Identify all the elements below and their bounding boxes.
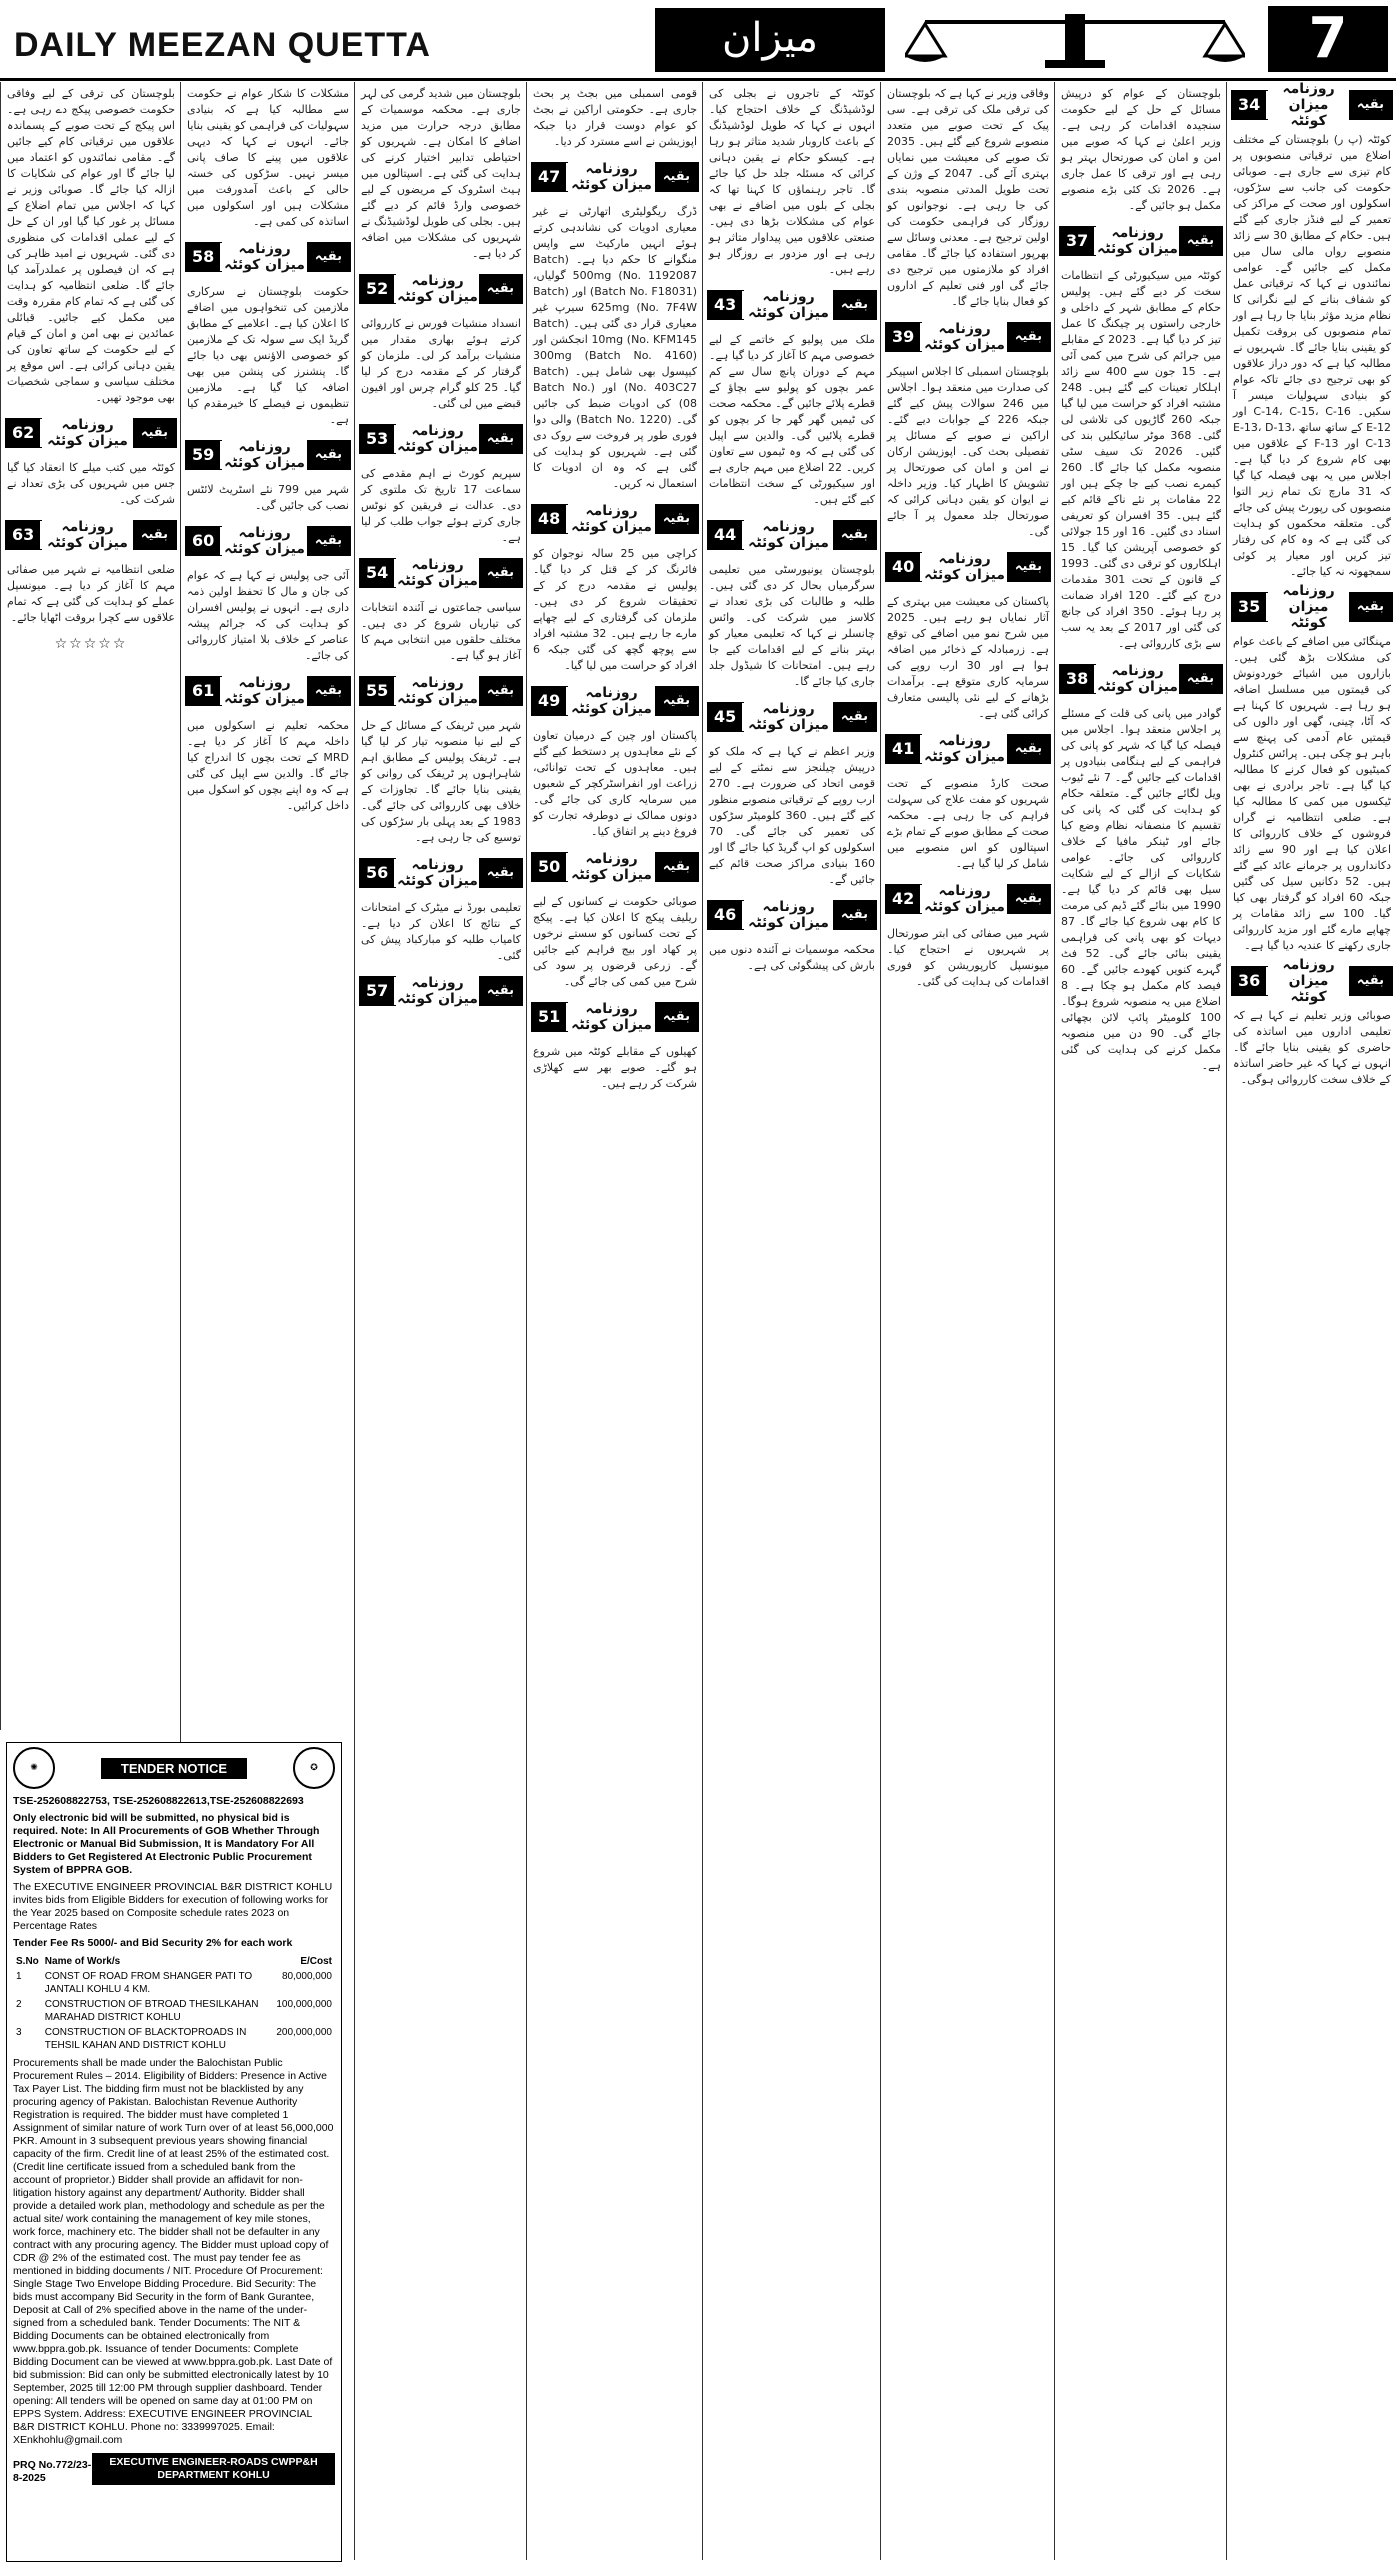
paper-label: روزنامہ میزان کوئٹہ (224, 439, 305, 471)
continuation-header (359, 976, 523, 1006)
prq-number: PRQ No.772/23-8-2025 (13, 2459, 92, 2484)
continuation-label: بقیہ (655, 687, 698, 715)
article-text: انسداد منشیات فورس نے کارروائی کرتے ہوئے بھاری مقدار میں منشیات برآمد کر لی۔ ملزمان کو گرفتار کر کے مقدمہ درج کر لیا گیا۔ 25 کلو گرام چرس اور افیون قبضے میں لی گئی۔ (361, 317, 521, 410)
continuation-number: 44 (708, 521, 744, 549)
continuation-label: بقیہ (833, 901, 876, 929)
continuation-header (185, 526, 351, 556)
continuation-header (359, 676, 523, 706)
paper-label: روزنامہ میزان کوئٹہ (42, 417, 133, 449)
continuation-number: 46 (708, 901, 744, 929)
masthead (0, 0, 1396, 81)
continuation-header (1231, 583, 1393, 631)
continuation-number: 35 (1232, 593, 1268, 621)
continuation-label: بقیہ (1007, 323, 1050, 351)
continuation-number: 54 (360, 559, 396, 587)
continuation-header (531, 1002, 699, 1032)
continuation-label: بقیہ (833, 703, 876, 731)
continuation-label: بقیہ (479, 677, 522, 705)
continuation-header (531, 162, 699, 192)
table-cell: 80,000,000 (281, 1971, 332, 1982)
continuation-label: بقیہ (1349, 967, 1392, 995)
continuation-number: 55 (360, 677, 396, 705)
article-text: قومی اسمبلی میں بجٹ پر بحث جاری ہے۔ حکومتی اراکین نے بجٹ کو عوام دوست قرار دیا جبکہ اپوزیشن نے اسے مسترد کر دیا۔ (533, 87, 697, 148)
continuation-number: 40 (886, 553, 922, 581)
continuation-header (707, 290, 877, 320)
article-text: سپریم کورٹ نے اہم مقدمے کی سماعت 17 تاریخ تک ملتوی کر دی۔ عدالت نے فریقین کو نوٹس جاری کرتے ہوئے جواب طلب کر لیا ہے۔ (361, 467, 522, 544)
article-text: کوئٹہ (پ ر) بلوچستان کے مختلف اضلاع میں ترقیاتی منصوبوں پر کام تیزی سے جاری ہے۔ صوبائی حکومت کی جانب سے سڑکوں، اسکولوں اور صحت کے مراکز کی تعمیر کے لیے فنڈز جاری کیے گئے ہیں۔ حکام کے مطابق 30 سے زائد منصوبے رواں مالی سال میں مکمل کیے جائیں گے۔ عوامی نمائندوں نے کہا کہ ترقیاتی عمل کو شفاف بنانے کے لیے نگرانی کا نظام مزید مؤثر بنایا جا رہا ہے اور تمام منصوبوں کی بروقت تکمیل کو یقینی بنایا جائے گا۔ شہریوں نے مطالبہ کیا ہے کہ دور دراز علاقوں کو بھی ترجیح دی جائے تاکہ عوام کو بنیادی سہولیات میسر آ سکیں۔ C-14، C-15، C-16 اور E-12 کے ساتھ ساتھ E-13، D-13، C-13 اور F-13 کے علاقوں میں بھی کام شروع کر دیا گیا ہے۔ اجلاس میں یہ بھی فیصلہ کیا گیا کہ 31 مارچ تک تمام زیر التوا منصوبوں کی رپورٹ پیش کی جائے گی۔ متعلقہ محکموں کو ہدایت کی گئی ہے کہ وہ کام کی رفتار تیز کریں اور معیار پر کوئی سمجھوتہ نہ کیا جائے۔ (1233, 133, 1392, 578)
continuation-label: بقیہ (1007, 553, 1050, 581)
continuation-label: بقیہ (307, 243, 350, 271)
paper-label: روزنامہ میزان کوئٹہ (744, 289, 833, 321)
paper-label: روزنامہ میزان کوئٹہ (924, 321, 1005, 353)
continuation-number: 34 (1232, 91, 1268, 119)
table-cell: CONSTRUCTION OF BTROAD THESILKAHAN MARAHAD DISTRICT KOHLU (44, 1999, 259, 2023)
continuation-number: 47 (532, 163, 568, 191)
scales-of-justice-icon (905, 10, 1245, 70)
continuation-header (531, 504, 699, 534)
tender-title: TENDER NOTICE (101, 1758, 247, 1779)
continuation-label: بقیہ (1179, 227, 1222, 255)
continuation-header (1231, 82, 1393, 129)
paper-label: روزنامہ میزان کوئٹہ (42, 519, 133, 551)
continuation-number: 62 (6, 419, 42, 447)
article-text: مشکلات کا شکار عوام نے حکومت سے مطالبہ کیا ہے کہ بنیادی سہولیات کی فراہمی کو یقینی بنایا جائے۔ انہوں نے کہا کہ دیہی علاقوں میں پینے کا صاف پانی میسر نہیں۔ سڑکوں کی خستہ حالی کے باعث آمدورفت میں مشکلات ہیں اور اسکولوں میں اساتذہ کی کمی ہے۔ (187, 87, 349, 228)
continuation-number: 43 (708, 291, 744, 319)
continuation-label: بقیہ (655, 1003, 698, 1031)
continuation-label: بقیہ (133, 521, 176, 549)
tender-ids: TSE-252608822753, TSE-252608822613,TSE-252608822693 (13, 1795, 304, 1807)
tender-works-table (13, 1954, 335, 2053)
table-cell: CONST OF ROAD FROM SHANGER PATI TO JANTALI KOHLU 4 KM. (44, 1971, 253, 1995)
continuation-header (885, 884, 1051, 914)
continuation-header (359, 558, 523, 588)
continuation-header (707, 702, 877, 732)
article-text: کوئٹہ کے تاجروں نے بجلی کی لوڈشیڈنگ کے خلاف احتجاج کیا۔ انہوں نے کہا کہ طویل لوڈشیڈنگ کے باعث کاروبار شدید متاثر ہو رہا ہے۔ کیسکو حکام نے یقین دہانی کرائی کہ مسئلہ جلد حل کیا جائے گا۔ تاجر رہنماؤں کا کہنا تھا کہ بجلی کے بلوں میں اضافے نے بھی عوام کی مشکلات بڑھا دی ہیں۔ صنعتی علاقوں میں پیداوار متاثر ہو رہی ہے اور مزدور بے روزگار ہو رہے ہیں۔ (709, 87, 875, 276)
paper-label: روزنامہ میزان کوئٹہ (397, 423, 478, 455)
continuation-label: بقیہ (655, 505, 698, 533)
continuation-header (531, 852, 699, 882)
continuation-label: بقیہ (655, 853, 698, 881)
table-cell: 2 (16, 1999, 22, 2010)
article-text: مہنگائی میں اضافے کے باعث عوام کی مشکلات بڑھ گئی ہیں۔ بازاروں میں اشیائے خوردونوش کی قیمتوں میں مسلسل اضافہ ہو رہا ہے۔ شہریوں کا کہنا ہے کہ آٹا، چینی، گھی اور دالوں کی قیمتیں عام آدمی کی پہنچ سے باہر ہو چکی ہیں۔ پرائس کنٹرول کمیٹیوں کو فعال کرنے کا مطالبہ کیا گیا ہے۔ تاجر برادری نے بھی ٹیکسوں میں کمی کا مطالبہ کیا ہے۔ ضلعی انتظامیہ نے گراں فروشوں کے خلاف کارروائی کا اعلان کیا ہے اور 90 سے زائد دکانداروں پر جرمانے عائد کیے گئے ہیں۔ 52 دکانیں سیل کی گئیں جبکہ 60 افراد کو گرفتار بھی کیا گیا۔ 100 سے زائد مقامات پر چھاپے مارے گئے اور مزید کارروائی جاری رکھنے کا عندیہ دیا گیا ہے۔ (1233, 635, 1392, 952)
continuation-header (1231, 957, 1393, 1005)
continuation-number: 53 (360, 425, 396, 453)
paper-label: روزنامہ میزان کوئٹہ (224, 241, 305, 273)
article-text: کھیلوں کے مقابلے کوئٹہ میں شروع ہو گئے۔ صوبے بھر سے کھلاڑی شرکت کر رہے ہیں۔ (533, 1045, 697, 1090)
paper-label: روزنامہ میزان کوئٹہ (397, 273, 478, 305)
article-text: کوئٹہ میں سیکیورٹی کے انتظامات سخت کر دیے گئے ہیں۔ پولیس حکام کے مطابق شہر کے داخلی و خارجی راستوں پر چیکنگ کا عمل تیز کر دیا گیا ہے۔ 2023 کے مقابلے میں جرائم کی شرح میں کمی آئی ہے۔ 15 جون سے 400 سے زائد اہلکار تعینات کیے گئے ہیں۔ 248 مشتبہ افراد کو حراست میں لیا گیا جبکہ 260 گاڑیوں کی تلاشی لی گئی۔ 368 موٹر سائیکلیں بند کی گئیں۔ 2026 تک سیف سٹی منصوبہ مکمل کیا جائے گا۔ 260 کیمرے نصب کیے جا چکے ہیں اور 22 مقامات پر نئے ناکے قائم کیے گئے ہیں۔ 35 افسران کو تعریفی اسناد دی گئیں۔ 16 اور 15 جولائی کو خصوصی آپریشن کیا گیا۔ 15 اہلکاروں کو ترقی دی گئی۔ 1993 کے قانون کے تحت 301 مقدمات درج کیے گئے۔ 120 افراد ضمانت پر رہا ہوئے۔ 350 افراد کی جانچ کی گئی اور 2017 کے بعد یہ سب سے بڑی کارروائی ہے۔ (1061, 269, 1222, 650)
tender-notice (6, 1742, 342, 2562)
column-5 (526, 82, 703, 2560)
continuation-number: 61 (186, 677, 222, 705)
article-text: محکمہ موسمیات نے آئندہ دنوں میں بارش کی پیشگوئی کی ہے۔ (709, 943, 875, 972)
paper-label: روزنامہ میزان کوئٹہ (744, 701, 833, 733)
continuation-header (359, 858, 523, 888)
continuation-number: 45 (708, 703, 744, 731)
article-text: ملک میں پولیو کے خاتمے کے لیے خصوصی مہم کا آغاز کر دیا گیا ہے۔ مہم کے دوران پانچ سال سے کم عمر بچوں کو پولیو سے بچاؤ کے قطرے پلائے جائیں گے۔ محکمہ صحت کی ٹیمیں گھر گھر جا کر بچوں کو قطرے پلائیں گی۔ والدین سے اپیل کی گئی ہے کہ وہ ٹیموں سے تعاون کریں۔ 22 اضلاع میں مہم جاری ہے اور سیکیورٹی کے سخت انتظامات کیے گئے ہیں۔ (709, 333, 876, 506)
department-emblem-icon: ✪ (293, 1747, 335, 1789)
tender-header (7, 1743, 341, 1793)
paper-label: روزنامہ میزان کوئٹہ (744, 519, 833, 551)
article-text: بلوچستان کی ترقی کے لیے وفاقی حکومت خصوصی پیکج دے رہی ہے۔ اس پیکج کے تحت صوبے کے پسماندہ علاقوں میں ترقیاتی کام کیے جائیں گے۔ مقامی نمائندوں کو اعتماد میں لیا جائے گا اور عوام کی شکایات کا ازالہ کیا جائے گا۔ صوبائی وزیر نے کہا کہ اجلاس میں تمام اضلاع کے مسائل پر غور کیا گیا اور ان کے حل کے لیے عملی اقدامات کی منظوری دی گئی۔ شہریوں نے امید ظاہر کی ہے کہ ان فیصلوں پر عملدرآمد کیا جائے گا۔ ضلعی انتظامیہ کو ہدایت کی گئی ہے کہ تمام کام مقررہ وقت میں مکمل کیے جائیں۔ قبائلی عمائدین نے بھی امن و امان کے قیام کے لیے حکومت کے ساتھ تعاون کی یقین دہانی کرائی ہے۔ اس موقع پر مختلف سیاسی و سماجی شخصیات بھی موجود تھیں۔ (7, 87, 175, 404)
table-row (13, 2025, 335, 2053)
tender-intro-bold: Only electronic bid will be submitted, no physical bid is required. Note: In All Procurements of GOB Whether Through Electronic or Manual Bid Submission, It is Mandatory For All Bidders to Get Registered At Electronic Public Procurement System of BPPRA GOB. (13, 1812, 320, 1876)
table-header: Name of Work/s (44, 1956, 121, 1967)
article-text: بلوچستان کے عوام کو درپیش مسائل کے حل کے لیے حکومت سنجیدہ اقدامات کر رہی ہے۔ وزیر اعلیٰ نے کہا کہ صوبے میں امن و امان کی صورتحال بہتر ہو رہی ہے اور ترقی کا عمل جاری ہے۔ 2026 تک کئی بڑے منصوبے مکمل ہو جائیں گے۔ (1061, 87, 1221, 212)
column-3 (880, 82, 1055, 2560)
continuation-number: 63 (6, 521, 42, 549)
continuation-label: بقیہ (1179, 665, 1222, 693)
continuation-header (1059, 664, 1223, 694)
continuation-label: بقیہ (307, 527, 350, 555)
government-emblem-icon: ✺ (13, 1747, 55, 1789)
paper-label: روزنامہ میزان کوئٹہ (1097, 225, 1178, 257)
continuation-header (359, 274, 523, 304)
continuation-number: 52 (360, 275, 396, 303)
article-text: محکمہ تعلیم نے اسکولوں میں داخلہ مہم کا آغاز کر دیا ہے۔ MRD کے تحت بچوں کا اندراج کیا جائے گا۔ والدین سے اپیل کی گئی ہے کہ وہ اپنے بچوں کو اسکول میں داخل کرائیں۔ (187, 719, 349, 812)
continuation-number: 58 (186, 243, 222, 271)
continuation-header (1059, 226, 1223, 256)
article-text: حکومت بلوچستان نے سرکاری ملازمین کی تنخواہوں میں اضافے کا اعلان کیا ہے۔ اعلامیے کے مطابق گریڈ ایک سے سولہ تک کے ملازمین کو خصوصی الاؤنس بھی دیا جائے گا۔ پنشنرز کی پنشن میں بھی اضافہ کیا گیا ہے۔ ملازمین تنظیموں نے فیصلے کا خیرمقدم کیا ہے۔ (187, 285, 349, 426)
article-text: ڈرگ ریگولیٹری اتھارٹی نے غیر معیاری ادویات کی نشاندہی کرتے ہوئے انہیں مارکیٹ سے واپس منگوانے کا حکم دیا ہے۔ (Batch No. 1192087) 500mg گولیاں، (Batch No. F18031) اور (Batch No. 7F4W) 625mg سیرپ غیر معیاری قرار دی گئی ہیں۔ (Batch No. KFM145) 10mg انجکشن اور (Batch No. 4160) 300mg کیپسول بھی شامل ہیں۔ (Batch No. 403C27) اور (Batch No. 08) کی ادویات ضبط کی جائیں گی۔ (Batch No. 1220) والی دوا فوری طور پر فروخت سے روک دی گئی ہے۔ شہریوں کو ہدایت کی گئی ہے کہ وہ ان ادویات کا استعمال نہ کریں۔ (533, 205, 697, 490)
continuation-number: 41 (886, 735, 922, 763)
continuation-header (5, 418, 177, 448)
table-cell: 100,000,000 (276, 1999, 332, 2010)
continuation-number: 57 (360, 977, 396, 1005)
table-cell: 1 (16, 1971, 22, 1982)
continuation-header (885, 734, 1051, 764)
article-text: صوبائی وزیر تعلیم نے کہا ہے کہ تعلیمی اداروں میں اساتذہ کی حاضری کو یقینی بنایا جائے گا۔ انہوں نے کہا کہ غیر حاضر اساتذہ کے خلاف سخت کارروائی ہوگی۔ (1233, 1009, 1391, 1086)
article-text: وفاقی وزیر نے کہا ہے کہ بلوچستان کی ترقی ملک کی ترقی ہے۔ سی پیک کے تحت صوبے میں متعدد منصوبے شروع کیے گئے ہیں۔ 2035 تک صوبے کی معیشت میں نمایاں بہتری آئے گی۔ 2047 کے وژن کے تحت طویل المدتی منصوبہ بندی کی جا رہی ہے۔ نوجوانوں کو روزگار کی فراہمی حکومت کی اولین ترجیح ہے۔ معدنی وسائل سے بھرپور استفادہ کیا جائے گا۔ مقامی افراد کو ملازمتوں میں ترجیح دی جائے گی اور فنی تعلیم کے اداروں کو فعال بنایا جائے گا۔ (887, 87, 1049, 308)
article-text: تعلیمی بورڈ نے میٹرک کے امتحانات کے نتائج کا اعلان کر دیا ہے۔ کامیاب طلبہ کو مبارکباد پیش کی گئی۔ (361, 901, 521, 962)
continuation-header (185, 440, 351, 470)
paper-label: روزنامہ میزان کوئٹہ (397, 975, 478, 1007)
paper-label: روزنامہ میزان کوئٹہ (568, 685, 655, 717)
paper-label: روزنامہ میزان کوئٹہ (397, 557, 478, 589)
newspaper-title: DAILY MEEZAN QUETTA (14, 26, 431, 64)
urdu-logo: میزان (655, 8, 885, 72)
paper-label: روزنامہ میزان کوئٹہ (224, 675, 305, 707)
article-text: پاکستان اور چین کے درمیان تعاون کے نئے معاہدوں پر دستخط کیے گئے ہیں۔ معاہدوں کے تحت توانائی، زراعت اور انفراسٹرکچر کے شعبوں میں سرمایہ کاری کی جائے گی۔ دونوں ممالک نے دوطرفہ تجارت کو فروغ دینے پر اتفاق کیا۔ (533, 729, 697, 838)
continuation-label: بقیہ (307, 441, 350, 469)
continuation-header (185, 676, 351, 706)
continuation-number: 60 (186, 527, 222, 555)
article-text: شہر میں 799 نئے اسٹریٹ لائٹس نصب کی جائیں گی۔ (187, 483, 349, 512)
continuation-header (359, 424, 523, 454)
continuation-header (5, 520, 177, 550)
paper-label: روزنامہ میزان کوئٹہ (1268, 583, 1349, 631)
paper-label: روزنامہ میزان کوئٹہ (744, 899, 833, 931)
tender-intro: The EXECUTIVE ENGINEER PROVINCIAL B&R DISTRICT KOHLU invites bids from Eligible Bidders for execution of following works for the Year 2025 based on Composite schedule rates 2023 on Percentage Rates (13, 1881, 333, 1932)
paper-label: روزنامہ میزان کوئٹہ (568, 161, 655, 193)
paper-label: روزنامہ میزان کوئٹہ (924, 883, 1005, 915)
table-header: S.No (16, 1956, 39, 1967)
stars-divider: ☆☆☆☆☆ (54, 636, 128, 652)
table-cell: 200,000,000 (276, 2027, 332, 2038)
article-text: شہر میں ٹریفک کے مسائل کے حل کے لیے نیا منصوبہ تیار کر لیا گیا ہے۔ ٹریفک پولیس کے مطابق اہم شاہراہوں پر ٹریفک کی روانی کو یقینی بنایا جائے گا۔ تجاوزات کے خلاف بھی کارروائی کی جائے گی۔ 1983 کے بعد پہلی بار سڑکوں کی توسیع کی جا رہی ہے۔ (361, 719, 521, 844)
continuation-number: 38 (1060, 665, 1096, 693)
continuation-header (707, 520, 877, 550)
continuation-header (531, 686, 699, 716)
column-8 (0, 82, 181, 1730)
continuation-number: 37 (1060, 227, 1096, 255)
table-cell: CONSTRUCTION OF BLACKTOPROADS IN TEHSIL KAHAN AND DISTRICT KOHLU (44, 2027, 247, 2051)
continuation-label: بقیہ (479, 275, 522, 303)
article-text: گوادر میں پانی کی قلت کے مسئلے پر اجلاس منعقد ہوا۔ اجلاس میں فیصلہ کیا گیا کہ شہر کو پانی کی فراہمی کے لیے ہنگامی بنیادوں پر اقدامات کیے جائیں گے۔ 7 نئے ٹیوب ویل لگائے جائیں گے۔ متعلقہ حکام کو ہدایت کی گئی کہ پانی کی تقسیم کا منصفانہ نظام وضع کیا جائے اور ٹینکر مافیا کے خلاف کارروائی کی جائے۔ عوامی شکایات کے ازالے کے لیے شکایت سیل بھی قائم کر دیا گیا ہے۔ 1990 میں بنائے گئے ڈیم کی مرمت کا کام بھی شروع کیا جائے گا۔ 87 دیہات کو بھی پانی کی فراہمی یقینی بنائی جائے گی۔ 52 فٹ گہرے کنویں کھودے جائیں گے۔ 60 فیصد کام مکمل ہو چکا ہے۔ 8 اضلاع میں یہ منصوبہ شروع ہوگا۔ 100 کلومیٹر پائپ لائن بچھائی جائے گی۔ 90 دن میں منصوبہ مکمل کرنے کی ہدایت کی گئی ہے۔ (1061, 707, 1221, 1072)
article-text: وزیر اعظم نے کہا ہے کہ ملک کو درپیش چیلنجز سے نمٹنے کے لیے قومی اتحاد کی ضرورت ہے۔ 270 ارب روپے کے ترقیاتی منصوبے منظور کیے گئے ہیں۔ 360 کلومیٹر سڑکوں کی تعمیر کی جائے گی۔ 70 اسکولوں کو اپ گریڈ کیا جائے گا اور 160 بنیادی مراکز صحت قائم کیے جائیں گے۔ (709, 745, 875, 886)
column-2 (1054, 82, 1227, 2560)
continuation-label: بقیہ (833, 291, 876, 319)
article-text: بلوچستان اسمبلی کا اجلاس اسپیکر کی صدارت میں منعقد ہوا۔ اجلاس میں 246 سوالات پیش کیے گئے جبکہ 226 کے جوابات دیے گئے۔ اراکین نے صوبے کے مسائل پر تفصیلی بحث کی۔ اپوزیشن ارکان نے امن و امان کی صورتحال پر تشویش کا اظہار کیا۔ وزیر داخلہ نے ایوان کو یقین دہانی کرائی کہ صورتحال جلد معمول پر آ جائے گی۔ (887, 365, 1049, 538)
continuation-number: 48 (532, 505, 568, 533)
article-text: پاکستان کی معیشت میں بہتری کے آثار نمایاں ہو رہے ہیں۔ 2025 میں شرح نمو میں اضافے کی توقع ہے۔ زرمبادلہ کے ذخائر میں اضافہ ہوا ہے اور 30 ارب روپے کی سرمایہ کاری متوقع ہے۔ برآمدات بڑھانے کے لیے نئی پالیسی متعارف کرائی گئی ہے۔ (887, 595, 1049, 720)
article-text: کراچی میں 25 سالہ نوجوان کو فائرنگ کر کے قتل کر دیا گیا۔ پولیس نے مقدمہ درج کر کے تحقیقات شروع کر دی ہیں۔ ملزمان کی گرفتاری کے لیے چھاپے مارے جا رہے ہیں۔ 32 مشتبہ افراد سے پوچھ گچھ کی گئی جبکہ 6 افراد کو حراست میں لیا گیا۔ (533, 547, 697, 672)
continuation-number: 49 (532, 687, 568, 715)
continuation-header (885, 322, 1051, 352)
article-text: صوبائی حکومت نے کسانوں کے لیے ریلیف پیکج کا اعلان کیا ہے۔ پیکج کے تحت کسانوں کو سستے نرخوں پر کھاد اور بیج فراہم کیے جائیں گے۔ زرعی قرضوں پر سود کی شرح میں کمی کی جائے گی۔ (533, 895, 697, 988)
paper-label: روزنامہ میزان کوئٹہ (568, 1001, 655, 1033)
article-text: صحت کارڈ منصوبے کے تحت شہریوں کو مفت علاج کی سہولت فراہم کی جا رہی ہے۔ محکمہ صحت کے مطابق صوبے کے تمام بڑے اسپتالوں کو اس منصوبے میں شامل کر لیا گیا ہے۔ (887, 777, 1049, 870)
article-text: آئی جی پولیس نے کہا ہے کہ عوام کی جان و مال کا تحفظ اولین ذمہ داری ہے۔ انہوں نے پولیس افسران کو ہدایت کی کہ جرائم پیشہ عناصر کے خلاف بلا امتیاز کارروائی کی جائے۔ (187, 569, 349, 662)
paper-label: روزنامہ میزان کوئٹہ (397, 857, 478, 889)
continuation-label: بقیہ (479, 559, 522, 587)
continuation-header (885, 552, 1051, 582)
paper-label: روزنامہ میزان کوئٹہ (1268, 957, 1349, 1005)
column-1 (1226, 82, 1396, 2560)
article-text: کوئٹہ میں کتب میلے کا انعقاد کیا گیا جس میں شہریوں کی بڑی تعداد نے شرکت کی۔ (7, 461, 175, 506)
continuation-label: بقیہ (479, 977, 522, 1005)
continuation-number: 59 (186, 441, 222, 469)
article-text: ضلعی انتظامیہ نے شہر میں صفائی مہم کا آغاز کر دیا ہے۔ میونسپل عملے کو ہدایت کی گئی ہے کہ تمام علاقوں سے کچرا بروقت اٹھایا جائے۔ (7, 563, 175, 624)
table-row (13, 1997, 335, 2025)
paper-label: روزنامہ میزان کوئٹہ (1097, 663, 1178, 695)
paper-label: روزنامہ میزان کوئٹہ (568, 851, 655, 883)
paper-label: روزنامہ میزان کوئٹہ (568, 503, 655, 535)
column-4 (702, 82, 881, 2560)
paper-label: روزنامہ میزان کوئٹہ (397, 675, 478, 707)
continuation-label: بقیہ (1007, 735, 1050, 763)
continuation-number: 51 (532, 1003, 568, 1031)
article-text: بلوچستان میں شدید گرمی کی لہر جاری ہے۔ محکمہ موسمیات کے مطابق درجہ حرارت میں مزید اضافے کا امکان ہے۔ شہریوں کو احتیاطی تدابیر اختیار کرنے کی ہدایت کی گئی ہے۔ اسپتالوں میں ہیٹ اسٹروک کے مریضوں کے لیے خصوصی وارڈ قائم کر دیے گئے ہیں۔ بجلی کی طویل لوڈشیڈنگ نے شہریوں کی مشکلات میں اضافہ کر دیا ہے۔ (361, 87, 521, 260)
continuation-label: بقیہ (479, 425, 522, 453)
paper-label: روزنامہ میزان کوئٹہ (924, 733, 1005, 765)
column-6 (354, 82, 527, 2560)
tender-body: Procurements shall be made under the Balochistan Public Procurement Rules – 2014. Eligibility of Bidders: Presence in Active Tax Payer List. The bidding firm must not be blacklisted by any procuring agency of Pakistan. Balochistan Revenue Authority Registration is required. The bidder must have completed 1 Assignment of similar nature of work Turn over of at least 56,000,000 PKR. Amount in 3 subsequent previous years showing financial capacity of the firm. Credit line of at least 25% of the estimated cost. (Credit line certificate issued from a scheduled bank from the account of proprietor.) Bidder shall provide an affidavit for non-litigation history against any department/ Authority. Bidder shall provide a detailed work plan, methodology and schedule as per the actual site/ work containing the management of key mile stones, work force, machinery etc. The bidder shall not be defaulter in any contract with any procuring agency. The Bidder must upload copy of CDR @ 2% of the estimated cost. The must pay tender fee as mentioned in bidding documents / NIT. Procedure Of Procurement: Single Stage Two Envelope Bidding Procedure. Bid Security: The bids must accompany Bid Security in the form of Bank Gurantee, Deposit at Call of 2% specified above in the name of the under-signed from a scheduled bank. Tender Documents: The NIT & Bidding Documents can be obtained electronically from www.bppra.gob.pk. Issuance of tender Documents: Complete Bidding Document can be viewed at www.bppra.gob.pk. Last Date of bid submission: Bid can only be submitted electronically latest by 10 September, 2025 till 12:00 PM through supplier dashboard. Tender opening: All tenders will be opened on same day at 01:00 PM on EPPS System. Address: EXECUTIVE ENGINEER PROVINCIAL B&R DISTRICT KOHLU. Phone no: 3339997025. Email: XEnkhohlu@gmail.com (13, 2057, 334, 2446)
continuation-label: بقیہ (307, 677, 350, 705)
continuation-label: بقیہ (833, 521, 876, 549)
paper-label: روزنامہ میزان کوئٹہ (924, 551, 1005, 583)
paper-label: روزنامہ میزان کوئٹہ (224, 525, 305, 557)
article-text: بلوچستان یونیورسٹی میں تعلیمی سرگرمیاں بحال کر دی گئی ہیں۔ طلبہ و طالبات کی بڑی تعداد نے کلاسز میں شرکت کی۔ وائس چانسلر نے کہا کہ تعلیمی معیار کو بہتر بنانے کے لیے اقدامات کیے جا رہے ہیں۔ امتحانات کا شیڈول جلد جاری کیا جائے گا۔ (709, 563, 875, 688)
continuation-header (707, 900, 877, 930)
article-text: سیاسی جماعتوں نے آئندہ انتخابات کی تیاریاں شروع کر دی ہیں۔ مختلف حلقوں میں انتخابی مہم کا آغاز ہو گیا ہے۔ (361, 601, 521, 662)
continuation-label: بقیہ (133, 419, 176, 447)
continuation-label: بقیہ (1007, 885, 1050, 913)
continuation-header (185, 242, 351, 272)
paper-label: روزنامہ میزان کوئٹہ (1268, 82, 1349, 129)
page-number: 7 (1268, 6, 1388, 72)
article-text: شہر میں صفائی کی ابتر صورتحال پر شہریوں نے احتجاج کیا۔ میونسپل کارپوریشن کو فوری اقدامات کی ہدایت کی گئی۔ (887, 927, 1049, 988)
continuation-number: 50 (532, 853, 568, 881)
continuation-number: 36 (1232, 967, 1268, 995)
table-cell: 3 (16, 2027, 22, 2038)
continuation-number: 42 (886, 885, 922, 913)
table-header: E/Cost (300, 1956, 332, 1967)
continuation-label: بقیہ (1349, 593, 1392, 621)
continuation-label: بقیہ (1349, 91, 1392, 119)
table-row (13, 1969, 335, 1997)
continuation-label: بقیہ (479, 859, 522, 887)
continuation-number: 56 (360, 859, 396, 887)
department-name: EXECUTIVE ENGINEER-ROADS CWPP&H DEPARTMENT KOHLU (92, 2453, 335, 2485)
tender-fee-line: Tender Fee Rs 5000/- and Bid Security 2% for each work (13, 1937, 293, 1949)
continuation-label: بقیہ (655, 163, 698, 191)
continuation-number: 39 (886, 323, 922, 351)
